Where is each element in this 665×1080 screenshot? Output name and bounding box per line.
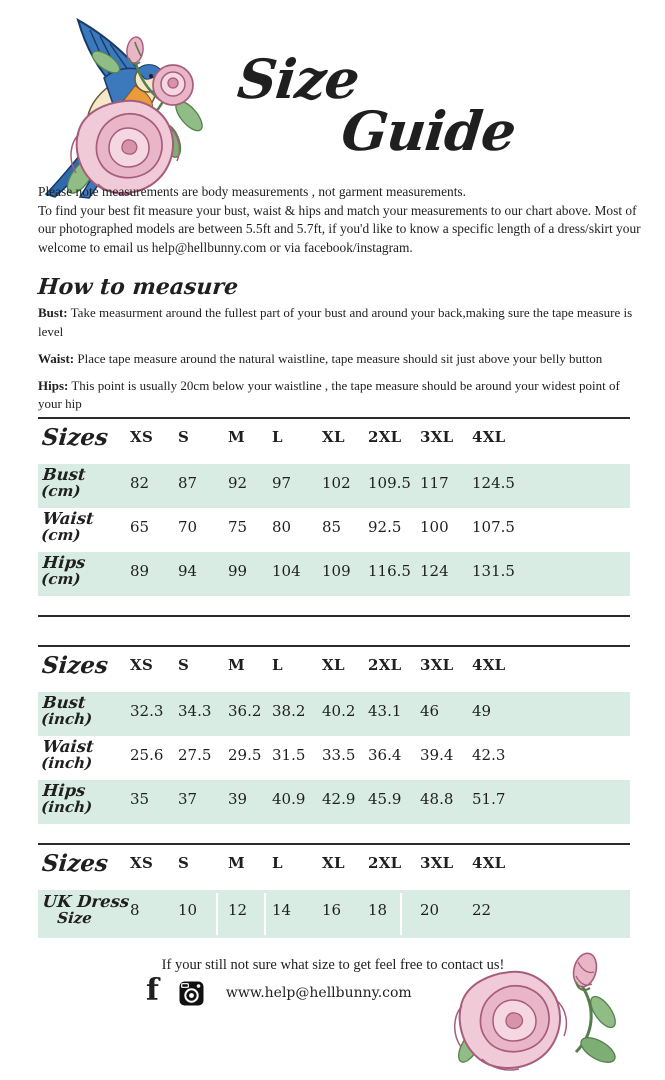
size-column-s: S bbox=[178, 854, 190, 872]
value-bust-cm-s: 87 bbox=[178, 474, 198, 493]
social-contact-row bbox=[146, 973, 412, 1008]
table-row-waist-cm bbox=[38, 508, 630, 552]
table-row-bust-inch bbox=[38, 692, 630, 736]
value-uk-dress-size-2xl: 18 bbox=[368, 901, 388, 920]
size-column-3xl: 3XL bbox=[420, 854, 454, 872]
row-unit: (inch) bbox=[40, 753, 93, 772]
value-uk-dress-size-s: 10 bbox=[178, 901, 198, 920]
value-waist-inch-m: 29.5 bbox=[228, 746, 262, 765]
value-waist-cm-xs: 65 bbox=[130, 518, 150, 537]
row-label-uk-dress-size bbox=[37, 891, 132, 927]
value-waist-inch-s: 27.5 bbox=[178, 746, 212, 765]
row-unit: (inch) bbox=[40, 797, 93, 816]
value-bust-cm-2xl: 109.5 bbox=[368, 474, 411, 493]
value-bust-inch-s: 34.3 bbox=[178, 702, 212, 721]
value-bust-inch-l: 38.2 bbox=[272, 702, 306, 721]
row-name: Bust bbox=[41, 692, 87, 712]
row-unit: Size bbox=[56, 908, 93, 927]
size-column-s: S bbox=[178, 656, 190, 674]
size-column-m: M bbox=[228, 656, 245, 674]
row-name: UK Dress bbox=[41, 891, 131, 911]
page-title-size: Size bbox=[234, 47, 362, 111]
value-bust-cm-m: 92 bbox=[228, 474, 248, 493]
value-bust-inch-2xl: 43.1 bbox=[368, 702, 402, 721]
row-name: Waist bbox=[41, 736, 95, 756]
intro-line1: Please note measurements are body measurements , not garment measurements. bbox=[38, 184, 466, 199]
value-waist-cm-l: 80 bbox=[272, 518, 292, 537]
value-waist-cm-xl: 85 bbox=[322, 518, 342, 537]
value-bust-cm-4xl: 124.5 bbox=[472, 474, 515, 493]
size-column-xs: XS bbox=[130, 428, 154, 446]
size-column-xs: XS bbox=[130, 854, 154, 872]
value-hips-inch-3xl: 48.8 bbox=[420, 790, 454, 809]
value-waist-inch-3xl: 39.4 bbox=[420, 746, 454, 765]
size-column-4xl: 4XL bbox=[472, 854, 506, 872]
value-waist-cm-m: 75 bbox=[228, 518, 248, 537]
swallow-roses-illustration bbox=[18, 8, 218, 208]
value-waist-cm-s: 70 bbox=[178, 518, 198, 537]
row-unit: (cm) bbox=[40, 569, 82, 588]
value-hips-inch-l: 40.9 bbox=[272, 790, 306, 809]
size-table-uk-dress bbox=[38, 843, 630, 938]
row-label-hips-cm bbox=[37, 552, 132, 588]
value-hips-cm-xl: 109 bbox=[322, 562, 351, 581]
value-hips-inch-xl: 42.9 bbox=[322, 790, 356, 809]
value-hips-cm-3xl: 124 bbox=[420, 562, 449, 581]
page-title-guide: Guide bbox=[338, 99, 519, 163]
footer-note: If your still not sure what size to get feel free to contact us! bbox=[161, 957, 505, 973]
value-hips-cm-4xl: 131.5 bbox=[472, 562, 515, 581]
size-column-s: S bbox=[178, 428, 190, 446]
value-bust-inch-4xl: 49 bbox=[472, 702, 492, 721]
value-uk-dress-size-xs: 8 bbox=[130, 901, 140, 920]
row-name: Bust bbox=[41, 464, 87, 484]
row-name: Hips bbox=[41, 780, 87, 800]
table-header-row bbox=[38, 845, 630, 890]
sizes-corner-label: Sizes bbox=[40, 651, 110, 679]
size-column-m: M bbox=[228, 428, 245, 446]
waist-label: Waist: bbox=[38, 350, 75, 366]
row-name: Hips bbox=[41, 552, 87, 572]
value-hips-inch-2xl: 45.9 bbox=[368, 790, 402, 809]
value-waist-cm-4xl: 107.5 bbox=[472, 518, 515, 537]
value-bust-inch-xs: 32.3 bbox=[130, 702, 164, 721]
waist-text: Place tape measure around the natural waistline, tape measure should sit just above your belly button bbox=[74, 350, 603, 366]
size-column-2xl: 2XL bbox=[368, 656, 402, 674]
row-label-waist-cm bbox=[37, 508, 132, 544]
row-label-hips-inch bbox=[37, 780, 132, 816]
table-row-uk-dress-size bbox=[38, 890, 630, 938]
row-label-bust-cm bbox=[37, 464, 132, 500]
value-hips-cm-s: 94 bbox=[178, 562, 198, 581]
value-uk-dress-size-l: 14 bbox=[272, 901, 292, 920]
size-column-4xl: 4XL bbox=[472, 656, 506, 674]
value-hips-inch-4xl: 51.7 bbox=[472, 790, 506, 809]
row-unit: (cm) bbox=[40, 525, 82, 544]
facebook-icon[interactable]: f bbox=[146, 973, 159, 1008]
size-table-cm bbox=[38, 417, 630, 617]
value-waist-inch-4xl: 42.3 bbox=[472, 746, 506, 765]
intro-paragraph bbox=[38, 183, 656, 257]
value-hips-inch-s: 37 bbox=[178, 790, 198, 809]
size-column-4xl: 4XL bbox=[472, 428, 506, 446]
value-waist-inch-xs: 25.6 bbox=[130, 746, 164, 765]
value-hips-cm-l: 104 bbox=[272, 562, 301, 581]
size-column-l: L bbox=[272, 854, 283, 872]
hips-label: Hips: bbox=[38, 377, 69, 393]
bust-text: Take measurment around the fullest part of your bust and around your back,making sure the tape measure is level bbox=[38, 305, 633, 339]
table-header-row bbox=[38, 647, 630, 692]
measure-instructions bbox=[38, 304, 638, 422]
size-column-3xl: 3XL bbox=[420, 428, 454, 446]
sizes-corner-label: Sizes bbox=[40, 849, 110, 877]
value-hips-cm-m: 99 bbox=[228, 562, 248, 581]
value-waist-inch-l: 31.5 bbox=[272, 746, 306, 765]
value-hips-inch-m: 39 bbox=[228, 790, 248, 809]
size-column-xs: XS bbox=[130, 656, 154, 674]
value-bust-cm-xl: 102 bbox=[322, 474, 351, 493]
size-column-2xl: 2XL bbox=[368, 428, 402, 446]
table-row-bust-cm bbox=[38, 464, 630, 508]
row-unit: (inch) bbox=[40, 709, 93, 728]
measure-item-waist bbox=[38, 350, 638, 369]
table-bottom-rule bbox=[38, 615, 630, 617]
sizes-corner-label: Sizes bbox=[40, 423, 110, 451]
value-waist-inch-2xl: 36.4 bbox=[368, 746, 402, 765]
value-hips-cm-xs: 89 bbox=[130, 562, 150, 581]
size-column-xl: XL bbox=[322, 656, 345, 674]
size-column-l: L bbox=[272, 428, 283, 446]
row-label-waist-inch bbox=[37, 736, 132, 772]
size-column-xl: XL bbox=[322, 854, 345, 872]
hips-text: This point is usually 20cm below your waistline , the tape measure should be around your widest point of your hip bbox=[38, 377, 620, 411]
value-bust-cm-xs: 82 bbox=[130, 474, 150, 493]
cell-divider bbox=[216, 893, 218, 935]
contact-url[interactable]: www.help@hellbunny.com bbox=[225, 985, 412, 1001]
value-uk-dress-size-3xl: 20 bbox=[420, 901, 440, 920]
value-waist-inch-xl: 33.5 bbox=[322, 746, 356, 765]
measure-item-hips bbox=[38, 377, 638, 414]
size-table-inch bbox=[38, 645, 630, 824]
table-row-hips-cm bbox=[38, 552, 630, 596]
value-bust-inch-3xl: 46 bbox=[420, 702, 440, 721]
value-waist-cm-3xl: 100 bbox=[420, 518, 449, 537]
value-bust-cm-3xl: 117 bbox=[420, 474, 449, 493]
instagram-icon[interactable] bbox=[179, 981, 204, 1006]
value-hips-cm-2xl: 116.5 bbox=[368, 562, 411, 581]
table-header-row bbox=[38, 419, 630, 464]
value-bust-cm-l: 97 bbox=[272, 474, 292, 493]
value-waist-cm-2xl: 92.5 bbox=[368, 518, 402, 537]
size-column-l: L bbox=[272, 656, 283, 674]
row-unit: (cm) bbox=[40, 481, 82, 500]
measure-item-bust bbox=[38, 304, 638, 341]
rose-illustration bbox=[448, 942, 628, 1080]
cell-divider bbox=[400, 893, 402, 935]
row-name: Waist bbox=[41, 508, 95, 528]
intro-body: To find your best fit measure your bust, waist & hips and match your measurements to our chart above. Most of our photographed models are between 5.5ft and 5.7ft, if you'd like to know a specific length of a dress/skirt your welcome to email us help@hellbunny.com or via facebook/instagram. bbox=[38, 202, 641, 255]
cell-divider bbox=[264, 893, 266, 935]
value-bust-inch-m: 36.2 bbox=[228, 702, 262, 721]
how-to-measure-heading: How to measure bbox=[36, 274, 240, 300]
bust-label: Bust: bbox=[38, 305, 68, 320]
value-uk-dress-size-xl: 16 bbox=[322, 901, 342, 920]
table-row-waist-inch bbox=[38, 736, 630, 780]
size-column-m: M bbox=[228, 854, 245, 872]
size-column-3xl: 3XL bbox=[420, 656, 454, 674]
size-column-2xl: 2XL bbox=[368, 854, 402, 872]
value-bust-inch-xl: 40.2 bbox=[322, 702, 356, 721]
value-uk-dress-size-4xl: 22 bbox=[472, 901, 492, 920]
row-label-bust-inch bbox=[37, 692, 132, 728]
table-row-hips-inch bbox=[38, 780, 630, 824]
value-uk-dress-size-m: 12 bbox=[228, 901, 248, 920]
value-hips-inch-xs: 35 bbox=[130, 790, 150, 809]
size-column-xl: XL bbox=[322, 428, 345, 446]
